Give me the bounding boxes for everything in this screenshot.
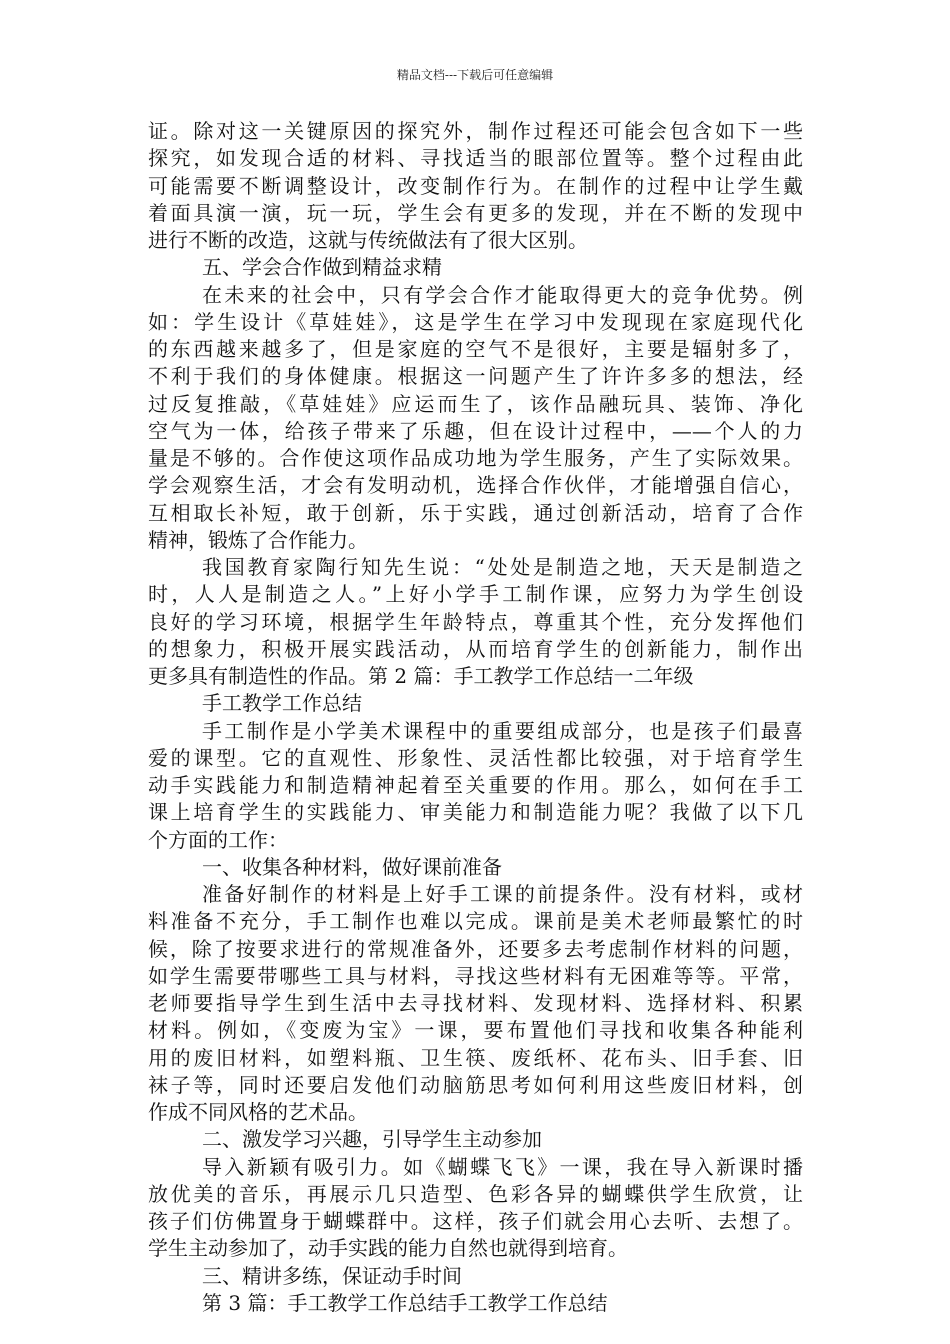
text-line: 可能需要不断调整设计，改变制作行为。在制作的过程中让学生戴 bbox=[148, 173, 803, 198]
text-line: 学会观察生活，才会有发明动机，选择合作伙伴，才能增强自信心， bbox=[148, 473, 803, 498]
text-line: 如：学生设计《草娃娃》，这是学生在学习中发现现在家庭现代化 bbox=[148, 309, 803, 334]
text-line: 证。除对这一关键原因的探究外，制作过程还可能会包含如下一些 bbox=[148, 119, 803, 143]
text-line: 孩子们仿佛置身于蝴蝶群中。这样，孩子们就会用心去听、去想了。 bbox=[148, 1209, 803, 1233]
text-line: 候，除了按要求进行的常规准备外，还要多去考虑制作材料的问题， bbox=[148, 936, 803, 961]
text-line: 材料。例如，《变废为宝》一课，要布置他们寻找和收集各种能利 bbox=[148, 1018, 803, 1043]
text-line: 如学生需要带哪些工具与材料，寻找这些材料有无困难等等。平常， bbox=[148, 963, 803, 988]
text-line: 导入新颖有吸引力。如《蝴蝶飞飞》一课，我在导入新课时播 bbox=[202, 1154, 803, 1179]
text-line: 的想象力，积极开展实践活动，从而培育学生的创新能力，制作出 bbox=[148, 636, 803, 661]
text-line: 量是不够的。合作使这项作品成功地为学生服务，产生了实际效果。 bbox=[148, 446, 803, 470]
text-line: 作成不同风格的艺术品。 bbox=[148, 1100, 368, 1124]
text-line: 不利于我们的身体健康。根据这一问题产生了许许多多的想法，经 bbox=[148, 364, 803, 389]
text-line: 精神，锻炼了合作能力。 bbox=[148, 527, 368, 552]
text-line: 手工教学工作总结 bbox=[202, 691, 362, 716]
text-line: 三、精讲多练，保证动手时间 bbox=[202, 1263, 462, 1288]
text-line: 的东西越来越多了，但是家庭的空气不是很好，主要是辐射多了， bbox=[148, 337, 803, 361]
text-line: 二、激发学习兴趣，引导学生主动参加 bbox=[202, 1127, 542, 1152]
text-line: 过反复推敲，《草娃娃》应运而生了，该作品融玩具、装饰、净化 bbox=[148, 391, 803, 416]
text-line: 爱的课型。它的直观性、形象性、灵活性都比较强，对于培育学生 bbox=[148, 745, 803, 770]
text-line: 我国教育家陶行知先生说：“处处是制造之地，天天是制造之 bbox=[202, 555, 803, 579]
text-line: 着面具演一演，玩一玩，学生会有更多的发现，并在不断的发现中 bbox=[148, 200, 803, 225]
text-line: 用的废旧材料，如塑料瓶、卫生筷、废纸杯、花布头、旧手套、旧 bbox=[148, 1045, 803, 1070]
document-body bbox=[148, 118, 803, 1317]
text-line: 准备好制作的材料是上好手工课的前提条件。没有材料，或材 bbox=[202, 882, 803, 906]
text-line: 个方面的工作： bbox=[148, 827, 288, 852]
text-line: 一、收集各种材料，做好课前准备 bbox=[202, 854, 502, 879]
text-line: 在未来的社会中，只有学会合作才能取得更大的竞争优势。例 bbox=[202, 282, 803, 307]
text-line: 老师要指导学生到生活中去寻找材料、发现材料、选择材料、积累 bbox=[148, 991, 803, 1015]
text-line: 更多具有制造性的作品。第 2 篇：手工教学工作总结一二年级 bbox=[148, 664, 694, 688]
page-header: 精品文档---下载后可任意编辑 bbox=[396, 68, 554, 82]
text-line: 互相取长补短，敢于创新，乐于实践，通过创新活动，培育了合作 bbox=[148, 500, 803, 525]
text-line: 进行不断的改造，这就与传统做法有了很大区别。 bbox=[148, 228, 588, 252]
text-line: 时，人人是制造之人。”上好小学手工制作课，应努力为学生创设 bbox=[148, 582, 803, 607]
text-line: 五、学会合作做到精益求精 bbox=[202, 255, 442, 280]
text-line: 良好的学习环境，根据学生年龄特点，尊重其个性，充分发挥他们 bbox=[148, 609, 803, 634]
text-line: 课上培育学生的实践能力、审美能力和制造能力呢？我做了以下几 bbox=[148, 800, 803, 825]
text-line: 放优美的音乐，再展示几只造型、色彩各异的蝴蝶供学生欣赏，让 bbox=[148, 1181, 803, 1206]
text-line: 动手实践能力和制造精神起着至关重要的作用。那么，如何在手工 bbox=[148, 773, 803, 797]
text-line: 袜子等，同时还要启发他们动脑筋思考如何利用这些废旧材料，创 bbox=[148, 1072, 803, 1097]
text-line: 料准备不充分，手工制作也难以完成。课前是美术老师最繁忙的时 bbox=[148, 909, 803, 934]
text-line: 手工制作是小学美术课程中的重要组成部分，也是孩子们最喜 bbox=[202, 718, 803, 743]
text-line: 学生主动参加了，动手实践的能力自然也就得到培育。 bbox=[148, 1236, 628, 1261]
text-line: 探究，如发现合适的材料、寻找适当的眼部位置等。整个过程由此 bbox=[148, 146, 803, 171]
text-line: 第 3 篇：手工教学工作总结手工教学工作总结 bbox=[202, 1290, 608, 1315]
text-line: 空气为一体，给孩子带来了乐趣，但在设计过程中，——个人的力 bbox=[148, 418, 803, 443]
